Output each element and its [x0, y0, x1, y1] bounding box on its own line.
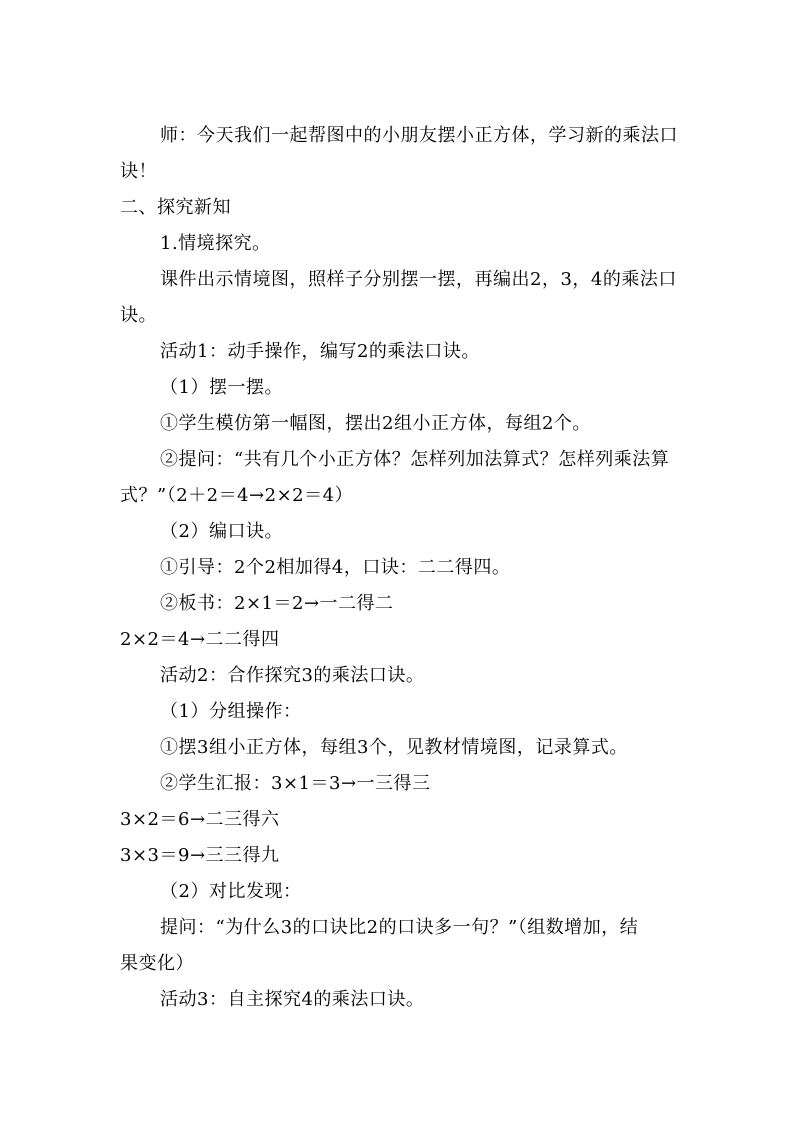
step-heading: （1）分组操作： [160, 701, 302, 722]
paragraph-line: ①学生模仿第一幅图，摆出2组小正方体，每组2个。 [160, 413, 591, 434]
paragraph-line: ①摆3组小正方体，每组3个，见教材情境图，记录算式。 [160, 737, 628, 758]
activity-heading: 活动3：自主探究4的乘法口诀。 [160, 989, 425, 1010]
activity-heading: 活动1：动手操作，编写2的乘法口诀。 [160, 341, 480, 362]
activity-heading: 活动2：合作探究3的乘法口诀。 [160, 665, 425, 686]
paragraph-line: ①引导：2个2相加得4，口诀：二二得四。 [160, 557, 511, 578]
step-heading: （2）编口诀。 [160, 521, 283, 542]
paragraph-line: 诀。 [120, 305, 157, 326]
step-heading: （2）对比发现： [160, 881, 302, 902]
subsection-heading: 1.情境探究。 [160, 233, 271, 254]
paragraph-line: 诀！ [120, 161, 157, 182]
paragraph-line: 师：今天我们一起帮图中的小朋友摆小正方体，学习新的乘法口 [160, 125, 678, 146]
section-heading: 二、探究新知 [120, 197, 231, 218]
paragraph-line: 课件出示情境图，照样子分别摆一摆，再编出2，3，4的乘法口 [160, 269, 677, 290]
step-heading: （1）摆一摆。 [160, 377, 283, 398]
formula-line: 3×3＝9→三三得九 [120, 845, 280, 866]
paragraph-line: 果变化） [120, 953, 194, 974]
paragraph-line: 提问：“为什么3的口诀比2的口诀多一句？”（组数增加，结 [160, 917, 639, 938]
paragraph-line: ②板书：2×1＝2→一二得二 [160, 593, 394, 614]
paragraph-line: 式？”（2＋2＝4→2×2＝4） [120, 485, 354, 506]
paragraph-line: ②提问：“共有几个小正方体？怎样列加法算式？怎样列乘法算 [160, 449, 670, 470]
paragraph-line: ②学生汇报：3×1＝3→一三得三 [160, 773, 431, 794]
formula-line: 3×2＝6→二三得六 [120, 809, 280, 830]
formula-line: 2×2＝4→二二得四 [120, 629, 280, 650]
